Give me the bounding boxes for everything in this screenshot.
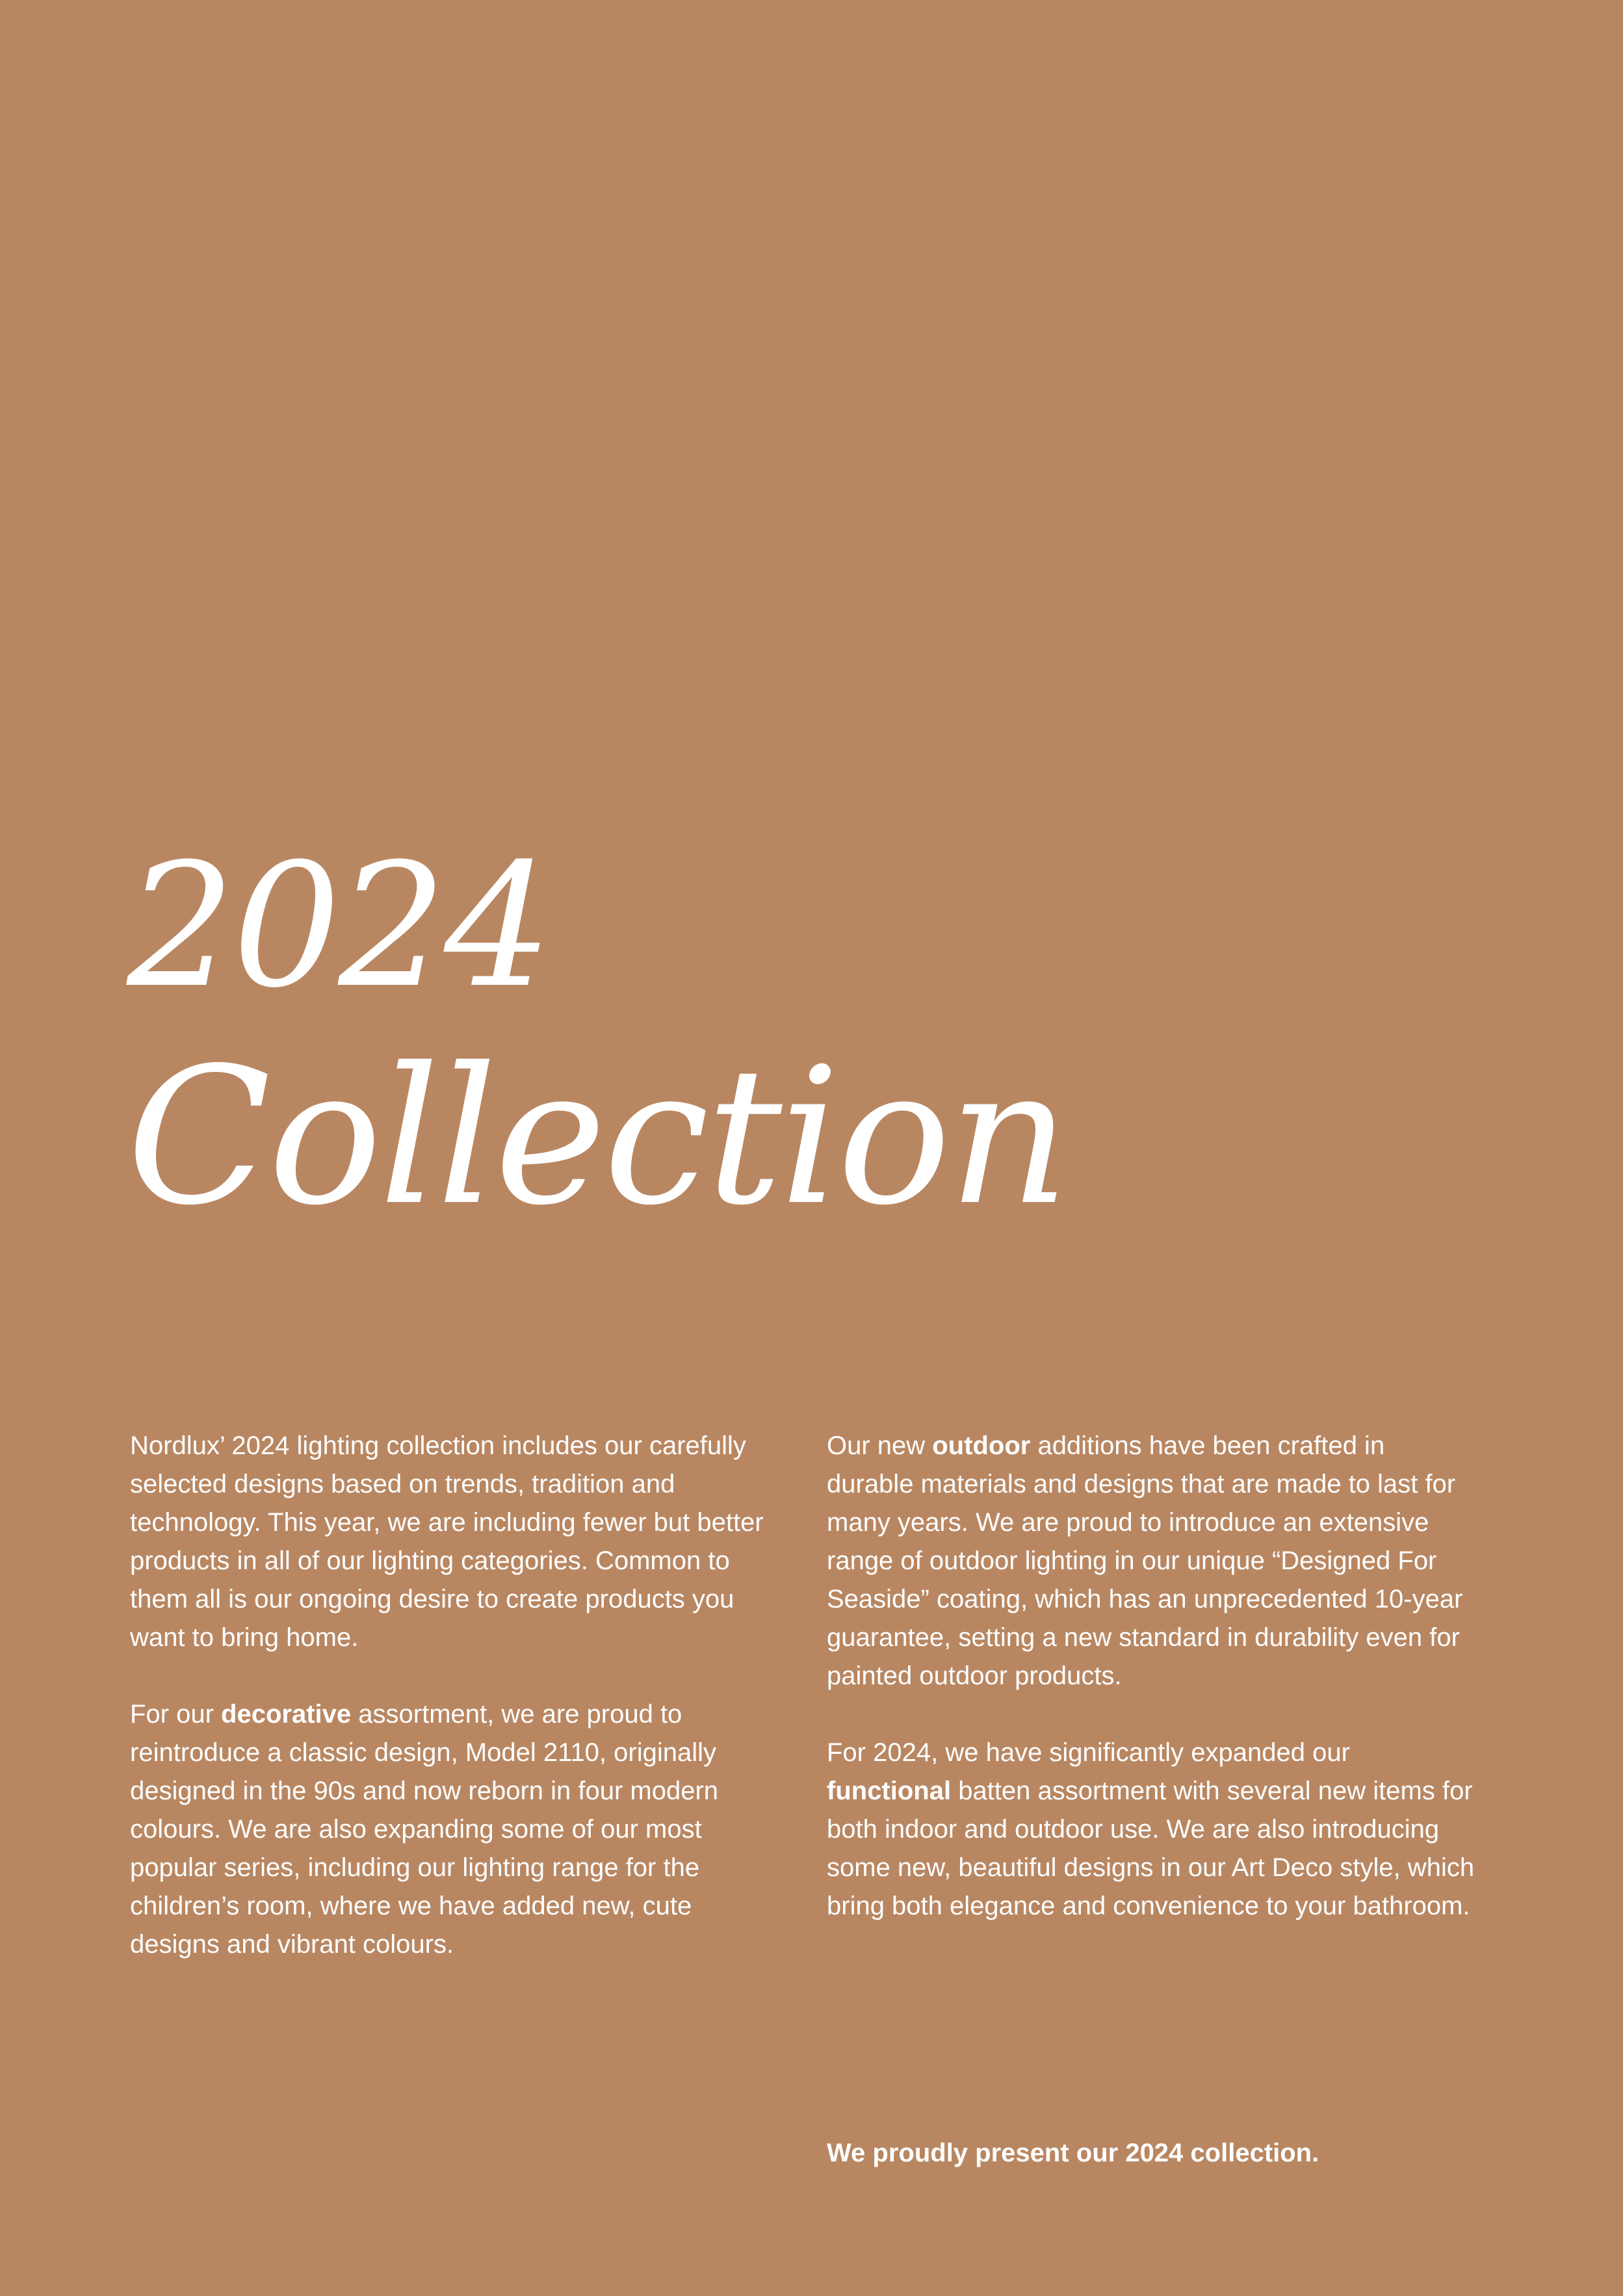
outdoor-paragraph-rest: additions have been crafted in durable materials and designs that are made to last for many years. We are proud to introduce an extensive range of outdoor lighting in our unique “Designed For Seaside” coating, which has an unprecedented 10-year guarantee, setting a new standard in durability even for painted outdoor products. [827,1431,1463,1690]
decorative-keyword: decorative [221,1700,352,1729]
functional-paragraph [827,1734,1477,1925]
closing-statement: We proudly present our 2024 collection. [827,2139,1319,2167]
outdoor-paragraph [827,1427,1477,1695]
functional-keyword: functional [827,1777,952,1805]
left-column [130,1427,780,2002]
outdoor-paragraph-start: Our new [827,1431,933,1460]
intro-paragraph: Nordlux’ 2024 lighting collection includes our carefully selected designs based on trends, tradition and technology. This year, we are including fewer but better products in all of our lighting categories. Common to them all is our ongoing desire to create products you want to bring home. [130,1431,764,1652]
decorative-paragraph [130,1695,780,1964]
title-year: 2024 [127,827,550,1025]
page-title [127,826,1232,1248]
outdoor-keyword: outdoor [932,1431,1031,1460]
functional-paragraph-rest: batten assortment with several new items for both indoor and outdoor use. We are also introducing some new, beautiful designs in our Art Deco style, which bring both elegance and convenience to your bathroom. [827,1777,1475,1920]
decorative-paragraph-start: For our [130,1700,222,1729]
right-column [827,1427,1477,1964]
decorative-paragraph-rest: assortment, we are proud to reintroduce a classic design, Model 2110, originally designed in the 90s and now reborn in four modern colours. We are also expanding some of our most popular series, including our lighting range for the children’s room, where we have added new, cute designs and vibrant colours. [130,1700,719,1959]
functional-paragraph-start: For 2024, we have significantly expanded our [827,1738,1350,1767]
title-word: Collection [127,1028,1067,1247]
